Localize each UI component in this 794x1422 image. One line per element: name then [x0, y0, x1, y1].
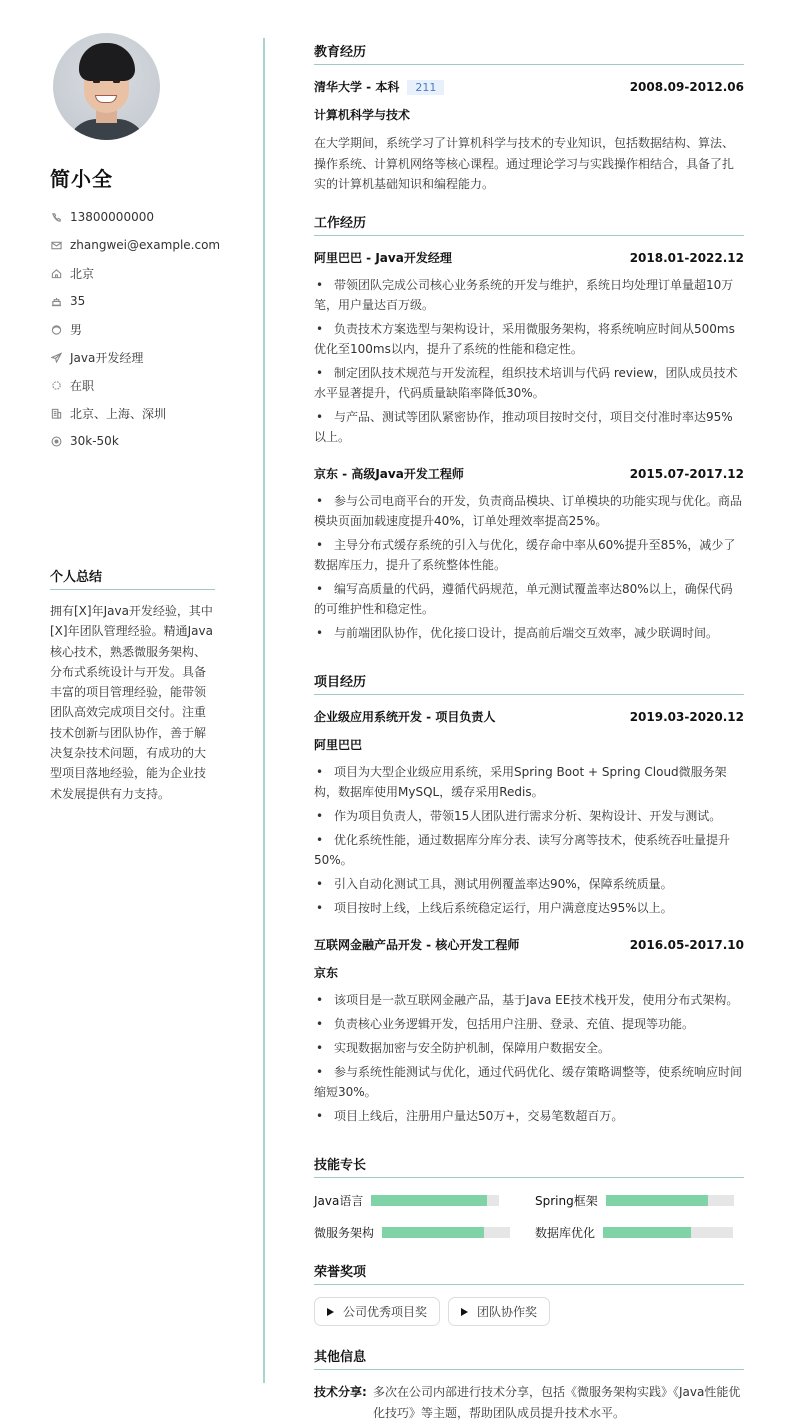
project-header [314, 936, 744, 953]
gender-value: 男 [70, 322, 83, 337]
avatar-eye [93, 80, 100, 83]
education-date: 2008.09-2012.06 [629, 79, 744, 94]
skill-item [314, 1224, 510, 1241]
bullet-item: • 该项目是一款互联网金融产品，基于Java EE技术栈开发，使用分布式架构。 [314, 990, 744, 1010]
bullet-item: • 与前端团队协作，优化接口设计，提高前后端交互效率，减少联调时间。 [314, 623, 744, 643]
projects-heading: 项目经历 [314, 671, 744, 695]
phone-icon [50, 211, 62, 223]
skill-bar-fill [382, 1227, 484, 1238]
job-title: 阿里巴巴 - Java开发经理 [314, 251, 452, 265]
info-city [50, 259, 220, 287]
skill-item [535, 1192, 734, 1209]
skill-bar [606, 1195, 734, 1206]
status-icon [50, 379, 62, 391]
age-icon [50, 295, 62, 307]
send-icon [50, 351, 62, 363]
skill-item [535, 1224, 733, 1241]
bullet-item: • 项目为大型企业级应用系统，采用Spring Boot + Spring Cloud微服务架构，数据库使用MySQL，缓存采用Redis。 [314, 762, 744, 802]
position-value: Java开发经理 [70, 350, 144, 365]
job-header [314, 249, 744, 266]
project-company: 阿里巴巴 [314, 738, 363, 752]
skill-item [314, 1192, 499, 1209]
skill-bar-fill [371, 1195, 486, 1206]
bullet-item: • 参与系统性能测试与优化，通过代码优化、缓存策略调整等，使系统响应时间缩短30%。 [314, 1062, 744, 1102]
mail-icon [50, 239, 62, 251]
job-title: 京东 - 高级Java开发工程师 [314, 467, 464, 481]
info-position [50, 343, 220, 371]
home-icon [50, 267, 62, 279]
info-status [50, 371, 220, 399]
bullet-item: • 负责核心业务逻辑开发，包括用户注册、登录、充值、提现等功能。 [314, 1014, 744, 1034]
avatar-eye [113, 80, 120, 83]
salary-icon [50, 435, 62, 447]
other-heading: 其他信息 [314, 1346, 744, 1370]
skill-bar [603, 1227, 733, 1238]
skill-name: Java语言 [314, 1194, 364, 1208]
job-bullets [314, 491, 744, 647]
awards-heading: 荣誉奖项 [314, 1261, 744, 1285]
project-date: 2016.05-2017.10 [629, 937, 744, 952]
skill-name: 微服务架构 [314, 1226, 375, 1240]
info-salary [50, 427, 220, 455]
bullet-item: • 负责技术方案选型与架构设计，采用微服务架构，将系统响应时间从500ms优化至100ms以内，提升了系统的性能和稳定性。 [314, 319, 744, 359]
education-school-wrap [314, 78, 444, 95]
other-label: 技术分享: [314, 1385, 367, 1399]
skill-bar [382, 1227, 510, 1238]
bullet-item: • 带领团队完成公司核心业务系统的开发与维护，系统日均处理订单量超10万笔，用户量达百万级。 [314, 275, 744, 315]
locations-value: 北京、上海、深圳 [70, 406, 167, 421]
info-email [50, 231, 220, 259]
award-label: 公司优秀项目奖 [343, 1305, 428, 1319]
project-bullets [314, 762, 744, 922]
phone-value: 13800000000 [70, 210, 154, 224]
project-date: 2019.03-2020.12 [629, 709, 744, 724]
bullet-item: • 作为项目负责人，带领15人团队进行需求分析、架构设计、开发与测试。 [314, 806, 744, 826]
play-triangle-icon [461, 1308, 468, 1316]
job-date: 2018.01-2022.12 [629, 250, 744, 265]
award-label: 团队协作奖 [477, 1305, 538, 1319]
education-major: 计算机科学与技术 [314, 108, 411, 122]
skill-name: Spring框架 [535, 1194, 598, 1208]
project-bullets [314, 990, 744, 1130]
bullet-item: • 与产品、测试等团队紧密协作，推动项目按时交付，项目交付准时率达95%以上。 [314, 407, 744, 447]
project-title: 企业级应用系统开发 - 项目负责人 [314, 710, 496, 724]
skill-bar [371, 1195, 499, 1206]
info-locations [50, 399, 220, 427]
education-heading: 教育经历 [314, 41, 744, 65]
job-bullets [314, 275, 744, 451]
skills-heading: 技能专长 [314, 1154, 744, 1178]
email-value: zhangwei@example.com [70, 238, 221, 252]
candidate-name: 简小全 [50, 167, 113, 191]
award-tag [314, 1297, 440, 1326]
bullet-item: • 实现数据加密与安全防护机制，保障用户数据安全。 [314, 1038, 744, 1058]
gender-icon [50, 323, 62, 335]
salary-value: 30k-50k [70, 434, 119, 448]
bullet-item: • 主导分布式缓存系统的引入与优化，缓存命中率从60%提升至85%，减少了数据库压力，提升了系统整体性能。 [314, 535, 744, 575]
other-value: 多次在公司内部进行技术分享，包括《微服务架构实践》《Java性能优化技巧》等主题，帮助团队成员提升技术水平。 [373, 1385, 741, 1420]
job-header [314, 465, 744, 482]
school-badge: 211 [407, 80, 444, 95]
contact-info-list [50, 203, 220, 455]
project-company: 京东 [314, 966, 339, 980]
summary-text: 拥有[X]年Java开发经验，其中[X]年团队管理经验。精通Java核心技术，熟悉微服务架构、分布式系统设计与开发。具备丰富的项目管理经验，能带领团队高效完成项目交付。注重技术创新与团队协作，善于解决复杂技术问题，有成功的大型项目落地经验，能为企业技术发展提供有力支持。 [50, 604, 213, 801]
play-triangle-icon [327, 1308, 334, 1316]
awards-list [314, 1297, 550, 1326]
bullet-item: • 制定团队技术规范与开发流程，组织技术培训与代码 review，团队成员技术水平显著提升，代码质量缺陷率降低30%。 [314, 363, 744, 403]
project-header [314, 708, 744, 725]
summary-heading: 个人总结 [50, 566, 215, 590]
skill-bar-fill [606, 1195, 708, 1206]
building-icon [50, 407, 62, 419]
info-age [50, 287, 220, 315]
project-title: 互联网金融产品开发 - 核心开发工程师 [314, 938, 520, 952]
bullet-item: • 项目上线后，注册用户量达50万+，交易笔数超百万。 [314, 1106, 744, 1126]
bullet-item: • 参与公司电商平台的开发，负责商品模块、订单模块的功能实现与优化。商品模块页面加载速度提升40%，订单处理效率提高25%。 [314, 491, 744, 531]
skill-name: 数据库优化 [535, 1226, 596, 1240]
work-heading: 工作经历 [314, 212, 744, 236]
job-date: 2015.07-2017.12 [629, 466, 744, 481]
bullet-item: • 优化系统性能，通过数据库分库分表、读写分离等技术，使系统吞吐量提升50%。 [314, 830, 744, 870]
column-divider [263, 38, 265, 1383]
city-value: 北京 [70, 266, 95, 281]
award-tag [448, 1297, 550, 1326]
age-value: 35 [70, 294, 86, 308]
education-school: 清华大学 - 本科 [314, 80, 400, 94]
avatar-hair [79, 43, 135, 81]
bullet-item: • 编写高质量的代码，遵循代码规范，单元测试覆盖率达80%以上，确保代码的可维护性和稳定性。 [314, 579, 744, 619]
education-row [314, 78, 744, 95]
bullet-item: • 项目按时上线，上线后系统稳定运行，用户满意度达95%以上。 [314, 898, 744, 918]
info-phone [50, 203, 220, 231]
other-info-row [314, 1382, 744, 1422]
skill-bar-fill [603, 1227, 691, 1238]
education-description: 在大学期间，系统学习了计算机科学与技术的专业知识，包括数据结构、算法、操作系统、计算机网络等核心课程。通过理论学习与实践操作相结合，具备了扎实的计算机基础知识和编程能力。 [314, 136, 735, 191]
bullet-item: • 引入自动化测试工具，测试用例覆盖率达90%，保障系统质量。 [314, 874, 744, 894]
status-value: 在职 [70, 378, 95, 393]
info-gender [50, 315, 220, 343]
avatar [53, 33, 160, 140]
